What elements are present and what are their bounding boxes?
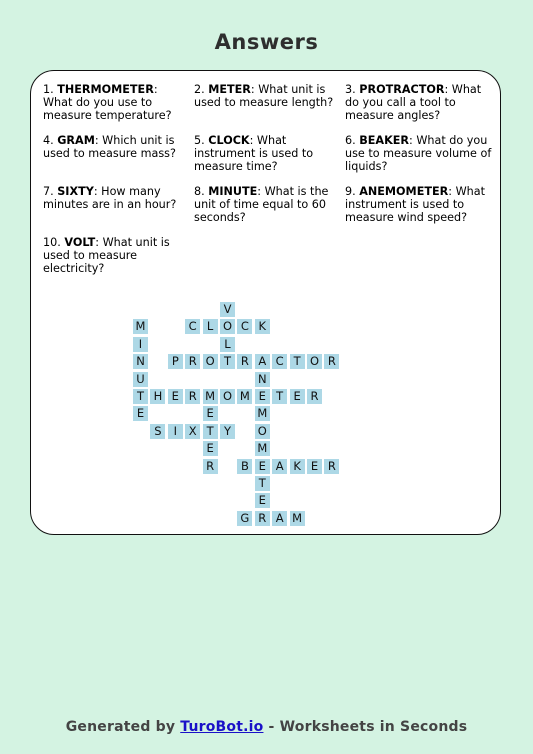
crossword-cell: E xyxy=(290,389,307,406)
clue-question: What do you use to measure temperature? xyxy=(43,95,172,122)
clue-answer: MINUTE xyxy=(208,185,258,198)
crossword-cell: A xyxy=(255,354,272,371)
crossword-cell: X xyxy=(185,424,202,441)
clue-number: 4. xyxy=(43,134,54,147)
clue-number: 6. xyxy=(345,134,356,147)
clue-question: Which unit is used to measure mass? xyxy=(43,134,176,160)
clue-answer: METER xyxy=(208,83,251,96)
crossword-cell: U xyxy=(133,372,150,389)
crossword-cell: A xyxy=(272,459,289,476)
clue-item: 4. GRAM: Which unit is used to measure mass? xyxy=(43,134,176,160)
clue-answer: SIXTY xyxy=(57,185,94,198)
crossword-cell: R xyxy=(237,354,254,371)
crossword-cell: H xyxy=(150,389,167,406)
clue-number: 7. xyxy=(43,185,54,198)
clue-question: What do you use to measure volume of liquids? xyxy=(345,134,492,173)
crossword-cell: T xyxy=(255,476,272,493)
crossword-cell: M xyxy=(255,441,272,458)
crossword-cell: T xyxy=(290,354,307,371)
crossword-cell: E xyxy=(255,389,272,406)
crossword-cell: R xyxy=(324,459,341,476)
clue-item: 9. ANEMOMETER: What instrument is used to measure wind speed? xyxy=(345,185,485,224)
crossword-cell: M xyxy=(290,511,307,528)
crossword-cell: R xyxy=(203,459,220,476)
clue-answer: VOLT xyxy=(64,236,96,249)
crossword-cell: M xyxy=(133,319,150,336)
crossword-cell: E xyxy=(307,459,324,476)
clue-answer: PROTRACTOR xyxy=(359,83,445,96)
crossword-cell: L xyxy=(220,337,237,354)
clue-number: 8. xyxy=(194,185,205,198)
clue-item: 7. SIXTY: How many minutes are in an hour? xyxy=(43,185,177,211)
crossword-cell: M xyxy=(203,389,220,406)
crossword-cell: E xyxy=(168,389,185,406)
footer xyxy=(0,719,533,735)
crossword-cell: C xyxy=(237,319,254,336)
clue-number: 2. xyxy=(194,83,205,96)
crossword-cell: T xyxy=(203,424,220,441)
crossword-cell: M xyxy=(237,389,254,406)
clue-item: 3. PROTRACTOR: What do you call a tool to measure angles? xyxy=(345,83,482,122)
crossword-cell: K xyxy=(255,319,272,336)
turobot-link[interactable]: TuroBot.io xyxy=(180,719,264,735)
clue-question: What instrument is used to measure wind speed? xyxy=(345,185,485,224)
footer-suffix: - Worksheets in Seconds xyxy=(268,719,468,735)
crossword-cell: C xyxy=(185,319,202,336)
crossword-cell: N xyxy=(255,372,272,389)
crossword-cell: O xyxy=(307,354,324,371)
crossword-cell: E xyxy=(255,459,272,476)
crossword-cell: R xyxy=(185,389,202,406)
clue-item: 8. MINUTE: What is the unit of time equal to 60 seconds? xyxy=(194,185,329,224)
crossword-cell: A xyxy=(272,511,289,528)
clue-answer: BEAKER xyxy=(359,134,410,147)
crossword-cell: V xyxy=(220,302,237,319)
clue-question: What unit is used to measure electricity? xyxy=(43,236,170,275)
clue-question: How many minutes are in an hour? xyxy=(43,185,177,211)
crossword-cell: T xyxy=(272,389,289,406)
clue-number: 5. xyxy=(194,134,205,147)
clue-number: 1. xyxy=(43,83,54,96)
clue-item: 6. BEAKER: What do you use to measure volume of liquids? xyxy=(345,134,492,173)
clue-number: 10. xyxy=(43,236,61,249)
crossword-cell: T xyxy=(220,354,237,371)
clue-question: What instrument is used to measure time? xyxy=(194,134,314,173)
crossword-cell: S xyxy=(150,424,167,441)
crossword-cell: I xyxy=(168,424,185,441)
crossword-cell: O xyxy=(220,319,237,336)
page-title: Answers xyxy=(214,30,319,54)
crossword-cell: O xyxy=(220,389,237,406)
crossword-cell: R xyxy=(307,389,324,406)
crossword-cell: R xyxy=(324,354,341,371)
clue-item: 1. THERMOMETER: What do you use to measure temperature? xyxy=(43,83,172,122)
crossword-cell: K xyxy=(290,459,307,476)
crossword-cell: E xyxy=(203,406,220,423)
clue-item: 10. VOLT: What unit is used to measure electricity? xyxy=(43,236,170,275)
clue-item: 2. METER: What unit is used to measure length? xyxy=(194,83,334,109)
crossword-cell: E xyxy=(255,493,272,510)
crossword-cell: E xyxy=(203,441,220,458)
clue-number: 3. xyxy=(345,83,356,96)
clue-question: What do you call a tool to measure angles? xyxy=(345,83,482,122)
crossword-cell: C xyxy=(272,354,289,371)
clue-answer: GRAM xyxy=(57,134,95,147)
crossword-cell: R xyxy=(255,511,272,528)
crossword-cell: O xyxy=(255,424,272,441)
crossword-cell: Y xyxy=(220,424,237,441)
footer-prefix: Generated by xyxy=(65,719,176,735)
clue-answer: ANEMOMETER xyxy=(359,185,449,198)
crossword-cell: M xyxy=(255,406,272,423)
crossword-cell: E xyxy=(133,406,150,423)
clue-list xyxy=(43,84,498,288)
clue-answer: THERMOMETER xyxy=(57,83,154,96)
crossword-cell: N xyxy=(133,354,150,371)
clue-item: 5. CLOCK: What instrument is used to measure time? xyxy=(194,134,314,173)
crossword-cell: L xyxy=(203,319,220,336)
crossword-cell: T xyxy=(133,389,150,406)
clue-question: What unit is used to measure length? xyxy=(194,83,334,109)
crossword-cell: B xyxy=(237,459,254,476)
crossword-cell: R xyxy=(185,354,202,371)
clue-answer: CLOCK xyxy=(208,134,250,147)
crossword-cell: P xyxy=(168,354,185,371)
clue-number: 9. xyxy=(345,185,356,198)
crossword-cell: O xyxy=(203,354,220,371)
clue-question: What is the unit of time equal to 60 seconds? xyxy=(194,185,329,224)
crossword-cell: I xyxy=(133,337,150,354)
crossword-cell: G xyxy=(237,511,254,528)
